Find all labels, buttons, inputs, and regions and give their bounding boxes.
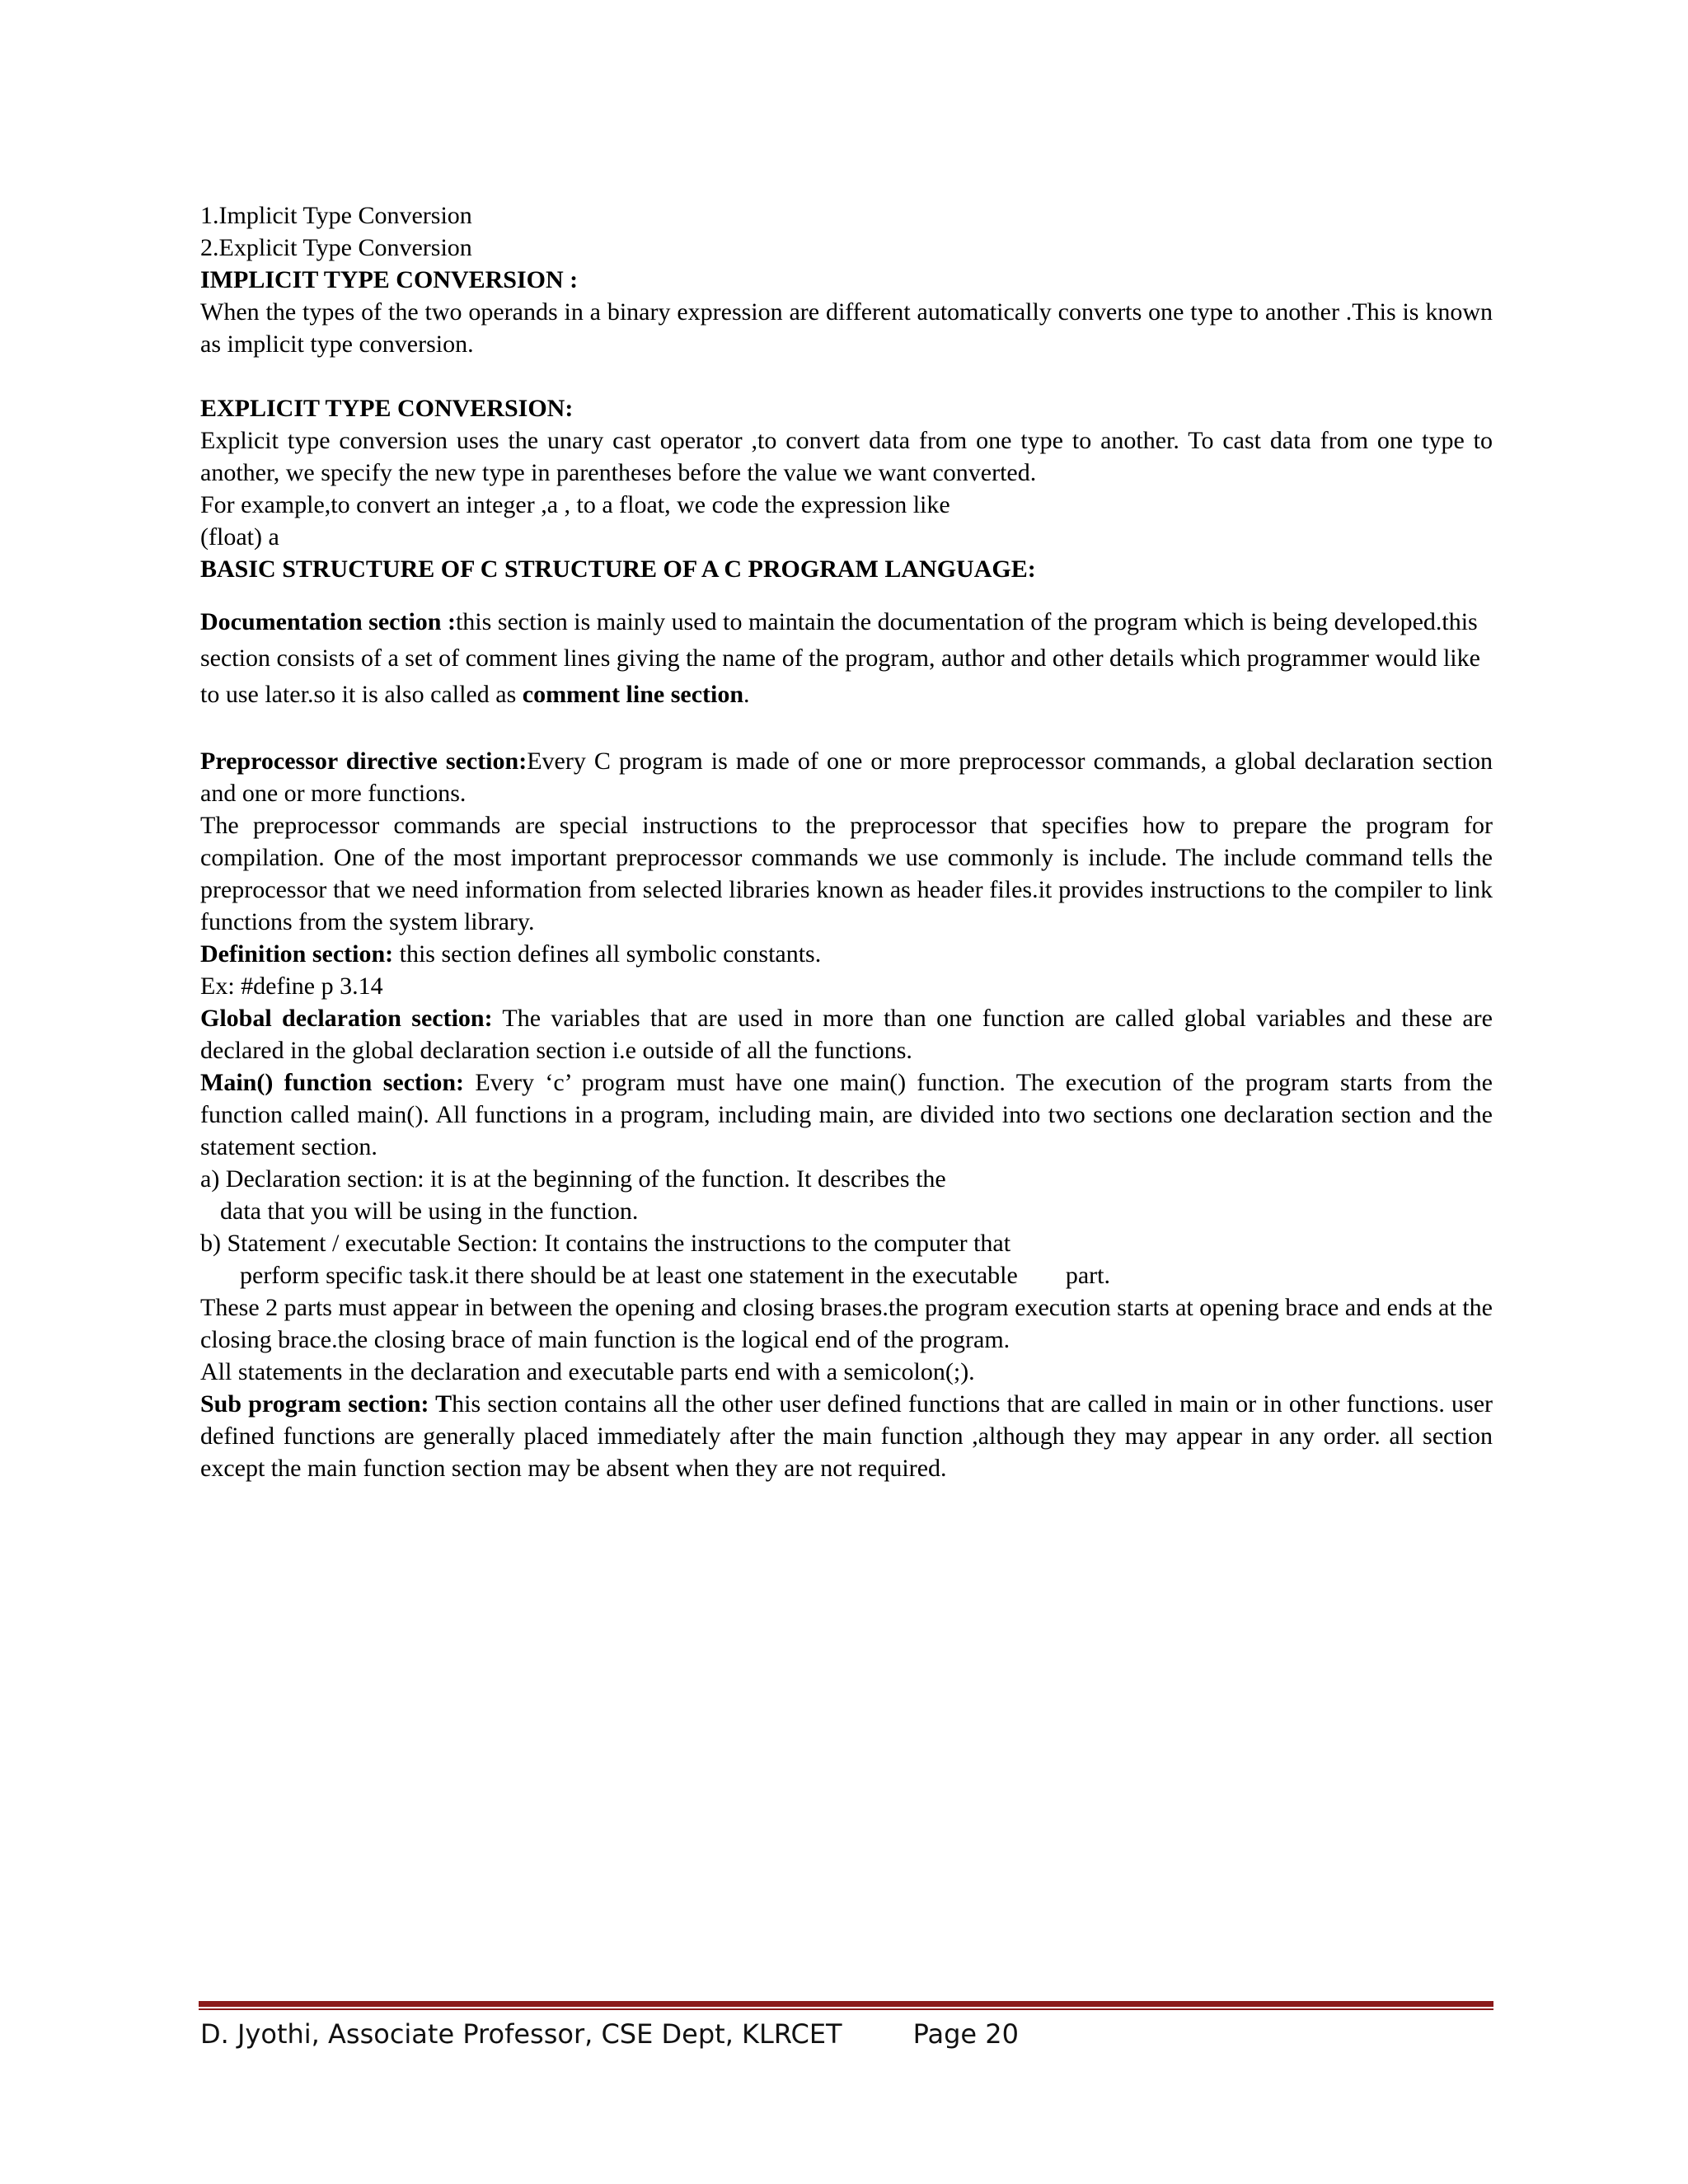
statement-item-line2 bbox=[200, 1259, 1493, 1291]
subprogram-text: his section contains all the other user defined functions that are called in main or in other functions. user defined functions are generally placed immediately after the main function ,although they may appear in any order. all section except the main function section may be absent when they are not required. bbox=[200, 1390, 1493, 1482]
footer-rule-thick bbox=[199, 2001, 1493, 2007]
definition-example: Ex: #define p 3.14 bbox=[200, 972, 383, 1000]
main-function-text: Every ‘c’ program must have one main() function. The execution of the program starts from the function called main(). All functions in a program, including main, are divided into two sections one declaration section and the statement section. bbox=[200, 1069, 1493, 1160]
explicit-code: (float) a bbox=[200, 523, 279, 551]
subprogram-paragraph bbox=[200, 1388, 1493, 1484]
documentation-text: this section is mainly used to maintain the documentation of the program which is being developed.this section consists of a set of comment lines giving the name of the program, author and other details which programmer would like to use later.so it is also called as bbox=[200, 608, 1480, 708]
main-function-paragraph bbox=[200, 1066, 1493, 1163]
footer-author: D. Jyothi, Associate Professor, CSE Dept, KLRCET bbox=[200, 2018, 842, 2050]
list-item-implicit: 1.Implicit Type Conversion bbox=[200, 202, 472, 229]
implicit-heading: IMPLICIT TYPE CONVERSION : bbox=[200, 266, 579, 293]
statement-item-text: perform specific task.it there should be at least one statement in the executable bbox=[240, 1262, 1018, 1289]
statement-item-end: part. bbox=[1065, 1262, 1110, 1289]
global-text: The variables that are used in more than one function are called global variables and these are declared in the global declaration section i.e outside of all the functions. bbox=[200, 1005, 1493, 1064]
definition-paragraph bbox=[200, 938, 1493, 970]
list-item-explicit: 2.Explicit Type Conversion bbox=[200, 234, 472, 261]
footer-rule-thin bbox=[199, 2008, 1493, 2010]
preprocessor-paragraph bbox=[200, 745, 1493, 809]
main-function-label: Main() function section: bbox=[200, 1069, 465, 1096]
documentation-label: Documentation section : bbox=[200, 608, 456, 635]
global-label: Global declaration section: bbox=[200, 1005, 493, 1032]
structure-heading: BASIC STRUCTURE OF C STRUCTURE OF A C PROGRAM LANGUAGE: bbox=[200, 555, 1036, 583]
subprogram-label: Sub program section: T bbox=[200, 1390, 452, 1418]
explicit-paragraph: Explicit type conversion uses the unary cast operator ,to convert data from one type to another. To cast data from one type to another, we specify the new type in parentheses before the value we want converted. bbox=[200, 427, 1493, 486]
main-function-paragraph-2: These 2 parts must appear in between the opening and closing brases.the program execution starts at opening brace and ends at the closing brace.the closing brace of main function is the logical end of the program. bbox=[200, 1294, 1493, 1353]
definition-label: Definition section: bbox=[200, 940, 394, 968]
explicit-example: For example,to convert an integer ,a , to a float, we code the expression like bbox=[200, 491, 950, 518]
documentation-emphasis: comment line section bbox=[522, 681, 744, 708]
definition-text: this section defines all symbolic constants. bbox=[393, 940, 822, 968]
footer-rule bbox=[199, 2001, 1493, 2011]
statement-item-line1: b) Statement / executable Section: It contains the instructions to the computer that bbox=[200, 1230, 1011, 1257]
footer-page-number: Page 20 bbox=[912, 2018, 1019, 2050]
implicit-paragraph: When the types of the two operands in a binary expression are different automatically converts one type to another .This is known as implicit type conversion. bbox=[200, 298, 1493, 358]
document-body bbox=[200, 199, 1493, 1484]
documentation-paragraph bbox=[200, 604, 1493, 713]
declaration-item-line1: a) Declaration section: it is at the beginning of the function. It describes the bbox=[200, 1165, 946, 1193]
global-paragraph bbox=[200, 1002, 1493, 1066]
declaration-item-line2: data that you will be using in the function. bbox=[220, 1197, 639, 1225]
preprocessor-text: Every C program is made of one or more preprocessor commands, a global declaration section and one or more functions. bbox=[200, 748, 1493, 807]
explicit-heading: EXPLICIT TYPE CONVERSION: bbox=[200, 395, 574, 422]
main-function-paragraph-3: All statements in the declaration and executable parts end with a semicolon(;). bbox=[200, 1358, 975, 1385]
page-footer bbox=[200, 2016, 1019, 2052]
preprocessor-label: Preprocessor directive section: bbox=[200, 748, 528, 775]
documentation-end: . bbox=[743, 681, 750, 708]
preprocessor-paragraph-2: The preprocessor commands are special instructions to the preprocessor that specifies how to prepare the program for compilation. One of the most important preprocessor commands we use commonly is include. The include command tells the preprocessor that we need information from selected libraries known as header files.it provides instructions to the compiler to link functions from the system library. bbox=[200, 812, 1493, 935]
